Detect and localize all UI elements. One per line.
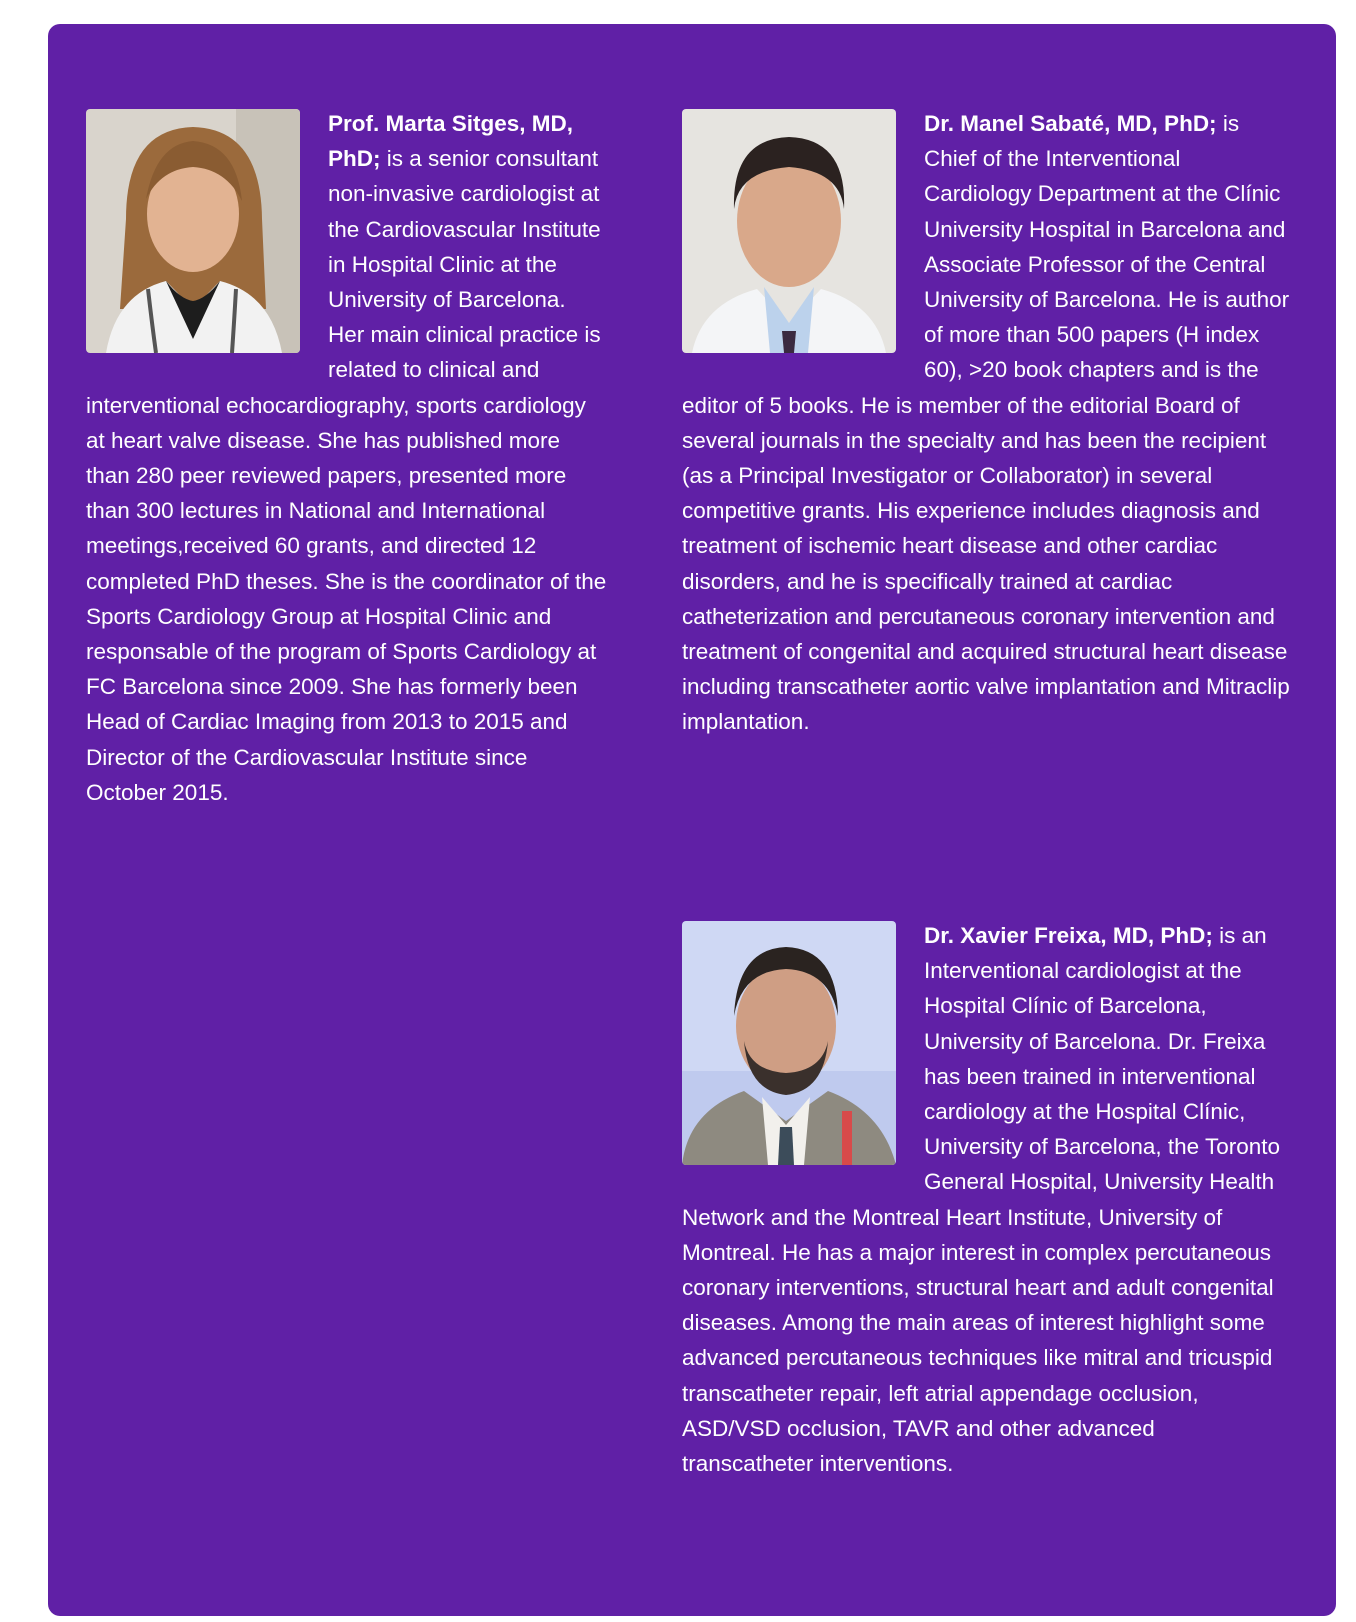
speaker-name: Prof. Marta Sitges, MD, PhD; [328,111,574,172]
speaker-bio-text: is Chief of the Interventional Cardiology Department at the Clínic University Hospital in Barcelona and Associate Professor of the Central University of Barcelona. He is author of more than 500 papers (H index 60), >20 book chapters and is the editor of 5 books. He is member of the editorial Board of several journals in the specialty and has been the recipient (as a Principal Investigator or Collaborator) in several competitive grants. His experience includes diagnosis and treatment of ischemic heart disease and other cardiac disorders, and he is specifically trained at cardiac catheterization and percutaneous coronary intervention and treatment of congenital and acquired structural heart disease including transcatheter aortic valve implantation and Mitraclip implantation. [682,111,1290,735]
speaker-name: Dr. Manel Sabaté, MD, PhD; [924,111,1217,136]
speaker-bio-text: is a senior consultant non-invasive cardiologist at the Cardiovascular Institute in Hospital Clinic at the University of Barcelona. Her main clinical practice is related to clinical and interventional echocardiography, sports cardiology at heart valve disease. She has published more than 280 peer reviewed papers, presented more than 300 lectures in National and International meetings,received 60 grants, and directed 12 completed PhD theses. She is the coordinator of the Sports Cardiology Group at Hospital Clinic and responsable of the program of Sports Cardiology at FC Barcelona since 2009. She has formerly been Head of Cardiac Imaging from 2013 to 2015 and Director of the Cardiovascular Institute since October 2015. [86,146,607,805]
speaker-photo-sabate [682,109,896,353]
speaker-bio-sabate [682,106,1290,740]
speaker-name: Dr. Xavier Freixa, MD, PhD; [924,923,1213,948]
speaker-photo-freixa [682,921,896,1165]
speaker-photo-sitges [86,109,300,353]
speaker-bio-text: is an Interventional cardiologist at the Hospital Clínic of Barcelona, University of Barcelona. Dr. Freixa has been trained in interventional cardiology at the Hospital Clínic, University of Barcelona, the Toronto General Hospital, University Health Network and the Montreal Heart Institute, University of Montreal. He has a major interest in complex percutaneous coronary interventions, structural heart and adult congenital diseases. Among the main areas of interest highlight some advanced percutaneous techniques like mitral and tricuspid transcatheter repair, left atrial appendage occlusion, ASD/VSD occlusion, TAVR and other advanced transcatheter interventions. [682,923,1281,1477]
speaker-bio-freixa [682,918,1290,1481]
speaker-bio-sitges [86,106,608,810]
